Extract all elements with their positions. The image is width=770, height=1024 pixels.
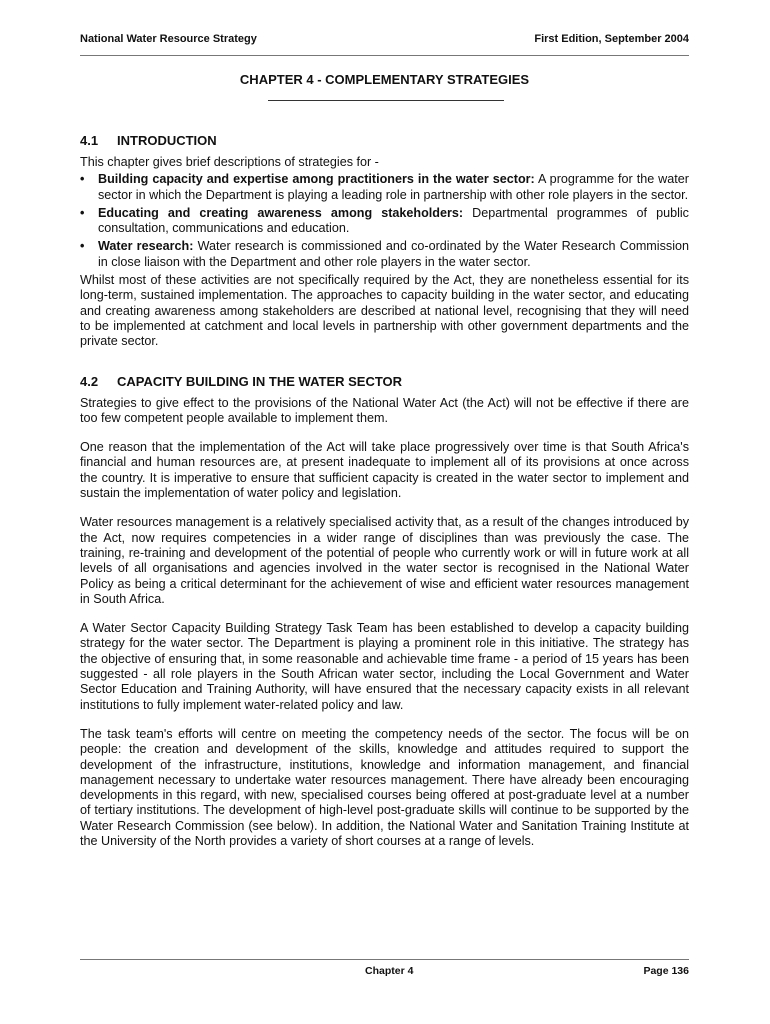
list-item [80, 172, 689, 203]
list-item [80, 239, 689, 270]
strategy-list [80, 172, 689, 270]
bullet-icon: • [80, 205, 85, 220]
header-document-title: National Water Resource Strategy [80, 33, 257, 45]
footer-rule [80, 959, 689, 960]
footer-page-number: Page 136 [643, 965, 689, 977]
section-title: CAPACITY BUILDING IN THE WATER SECTOR [117, 373, 403, 389]
list-item-lead: Building capacity and expertise among practitioners in the water sector: [98, 172, 535, 187]
intro-paragraph: This chapter gives brief descriptions of strategies for - [80, 155, 379, 169]
header-rule [80, 55, 689, 56]
section-heading-4-2 [80, 374, 689, 390]
header-edition: First Edition, September 2004 [534, 33, 689, 45]
body-paragraph: Strategies to give effect to the provisions of the National Water Act (the Act) will not be effective if there are too few competent people available to implement them. [80, 395, 689, 425]
section-number: 4.1 [80, 133, 99, 148]
chapter-title: CHAPTER 4 - COMPLEMENTARY STRATEGIES [239, 72, 530, 87]
document-body [80, 133, 689, 849]
bullet-icon: • [80, 239, 85, 254]
section-heading-4-1 [80, 133, 689, 149]
list-item-text: Water research is commissioned and co-ordinated by the Water Research Commission in close liaison with the Department and other role players in the water sector. [98, 239, 689, 269]
body-paragraph: A Water Sector Capacity Building Strategy Task Team has been established to develop a capacity building strategy for the water sector. The Department is playing a prominent role in this initiative. The strategy has the objective of ensuring that, in some reasonable and achievable time frame - a period of 15 years has been suggested - all role players in the South African water sector, including the Local Government and Water Sector Education and Training Authority, will have ensured that the necessary capacity exists in all relevant institutions to fully implement water-related policy and law. [80, 621, 689, 712]
chapter-title-underline [268, 100, 504, 101]
list-item [80, 206, 689, 237]
list-item-lead: Educating and creating awareness among stakeholders: [98, 205, 464, 220]
bullet-icon: • [80, 172, 85, 187]
list-item-text: A programme for the water sector in which the Department is playing a leading role in partnership with other role players in the sector. [98, 172, 689, 202]
section-number: 4.2 [80, 373, 99, 389]
list-item-lead: Water research: [98, 239, 194, 254]
body-paragraph: Whilst most of these activities are not specifically required by the Act, they are nonetheless essential for its long-term, sustained implementation. The approaches to capacity building in the water sector, and educating and creating awareness among stakeholders are described at national level, recognising that they will need to be implemented at catchment and local levels in partnership with other government departments and the private sector. [80, 273, 689, 349]
body-paragraph: One reason that the implementation of the Act will take place progressively over time is that South Africa's financial and human resources are, at present inadequate to implement all of its provisions at once across the country. It is imperative to ensure that sufficient capacity is created in the water sector to implement and sustain the implementation of water policy and legislation. [80, 440, 689, 501]
list-item-text: Departmental programmes of public consultation, communications and education. [98, 205, 689, 236]
body-paragraph: Water resources management is a relatively specialised activity that, as a result of the changes introduced by the Act, now requires competencies in a wider range of disciplines than was previously the case. The training, re-training and development of the potential of people who currently work or will in future work at all levels of all organisations and agencies involved in the water sector is recognised in the National Water Policy as being a critical determinant for the achievement of wise and efficient water resources management in South Africa. [80, 515, 689, 606]
body-paragraph: The task team's efforts will centre on meeting the competency needs of the sector. The focus will be on people: the creation and development of the skills, knowledge and attitudes required to support the development of the infrastructure, institutions, knowledge and information management, and financial management necessary to undertake water resources management. There have already been encouraging developments in this regard, with new, specialised courses being offered at post-graduate level at a number of tertiary institutions. The development of high-level post-graduate skills will continue to be supported by the Water Research Commission (see below). In addition, the National Water and Sanitation Training Institute at the University of the North provides a variety of short courses at a range of levels. [80, 726, 689, 848]
section-title: INTRODUCTION [117, 133, 217, 148]
footer-chapter: Chapter 4 [365, 965, 414, 977]
